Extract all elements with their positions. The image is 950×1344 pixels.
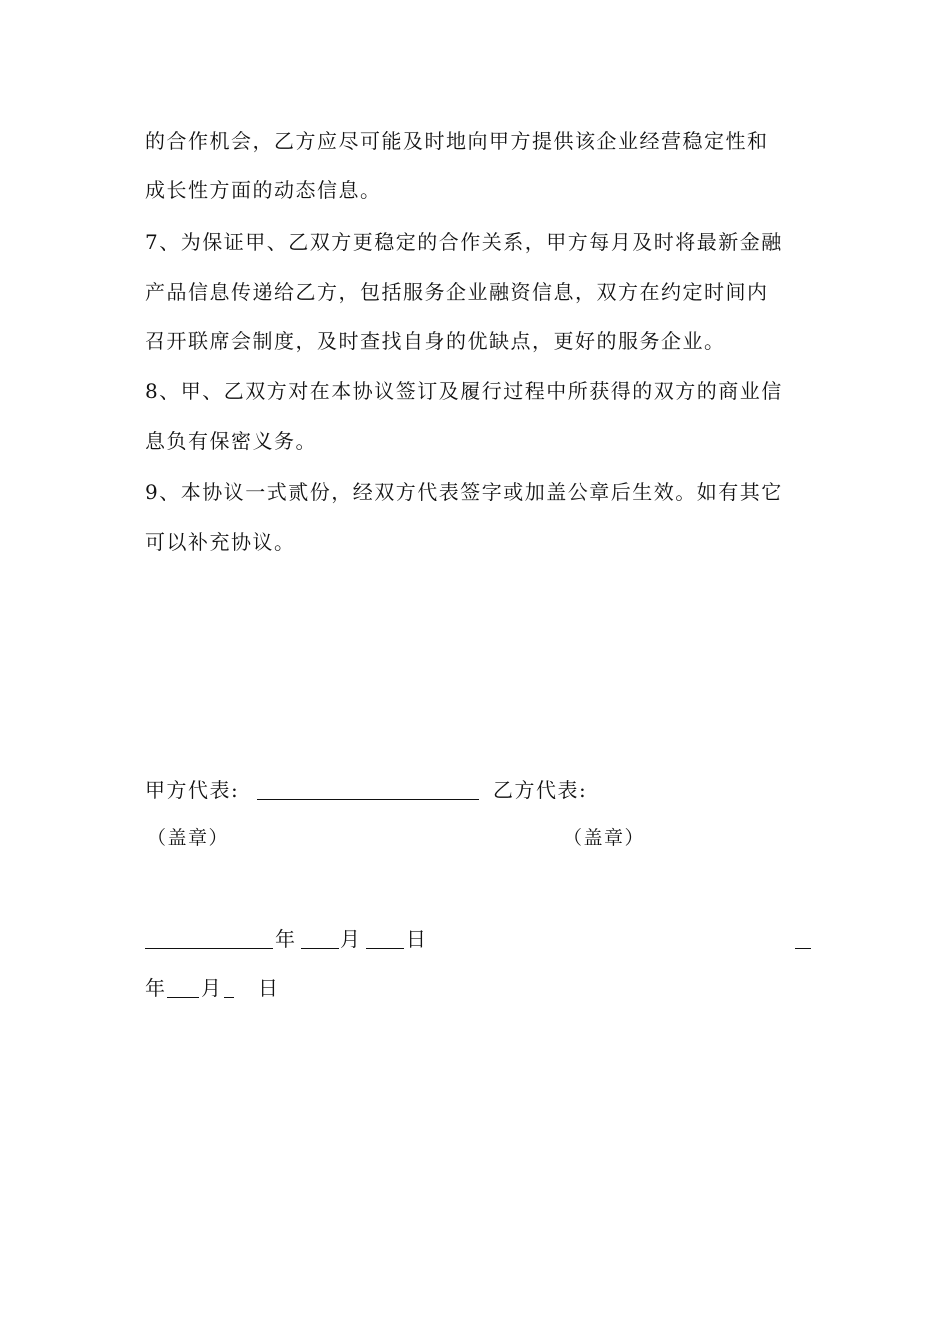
party-a-year-line[interactable] <box>145 948 273 949</box>
party-b-month-line[interactable] <box>167 997 199 998</box>
paragraph-line: 7、为保证甲、乙双方更稳定的合作关系，甲方每月及时将最新金融 <box>145 230 783 254</box>
party-a-seal: （盖章） <box>147 827 230 849</box>
party-a-day-label: 日 <box>406 927 428 951</box>
paragraph-line: 可以补充协议。 <box>145 530 296 554</box>
paragraph-line: 息负有保密义务。 <box>145 429 317 453</box>
party-b-year-line[interactable] <box>795 948 811 949</box>
party-a-year-label: 年 <box>275 927 297 951</box>
paragraph-line: 召开联席会制度，及时查找自身的优缺点，更好的服务企业。 <box>145 329 726 353</box>
party-b-seal: （盖章） <box>563 827 646 849</box>
paragraph-line: 成长性方面的动态信息。 <box>145 178 382 202</box>
party-b-label: 乙方代表: <box>493 778 588 802</box>
party-b-year-label: 年 <box>145 976 167 1000</box>
party-b-day-line[interactable] <box>224 997 234 998</box>
paragraph-line: 产品信息传递给乙方，包括服务企业融资信息，双方在约定时间内 <box>145 280 769 304</box>
paragraph-line: 的合作机会，乙方应尽可能及时地向甲方提供该企业经营稳定性和 <box>145 129 769 153</box>
party-a-label: 甲方代表: <box>145 778 240 802</box>
party-a-day-line[interactable] <box>366 948 404 949</box>
paragraph-line: 9、本协议一式贰份，经双方代表签字或加盖公章后生效。如有其它 <box>145 480 783 504</box>
party-a-month-line[interactable] <box>301 948 339 949</box>
paragraph-line: 8、甲、乙双方对在本协议签订及履行过程中所获得的双方的商业信 <box>145 379 783 403</box>
party-a-signature-line[interactable] <box>257 799 479 800</box>
party-a-month-label: 月 <box>340 927 362 951</box>
party-b-day-label: 日 <box>258 976 280 1000</box>
party-b-month-label: 月 <box>201 976 223 1000</box>
